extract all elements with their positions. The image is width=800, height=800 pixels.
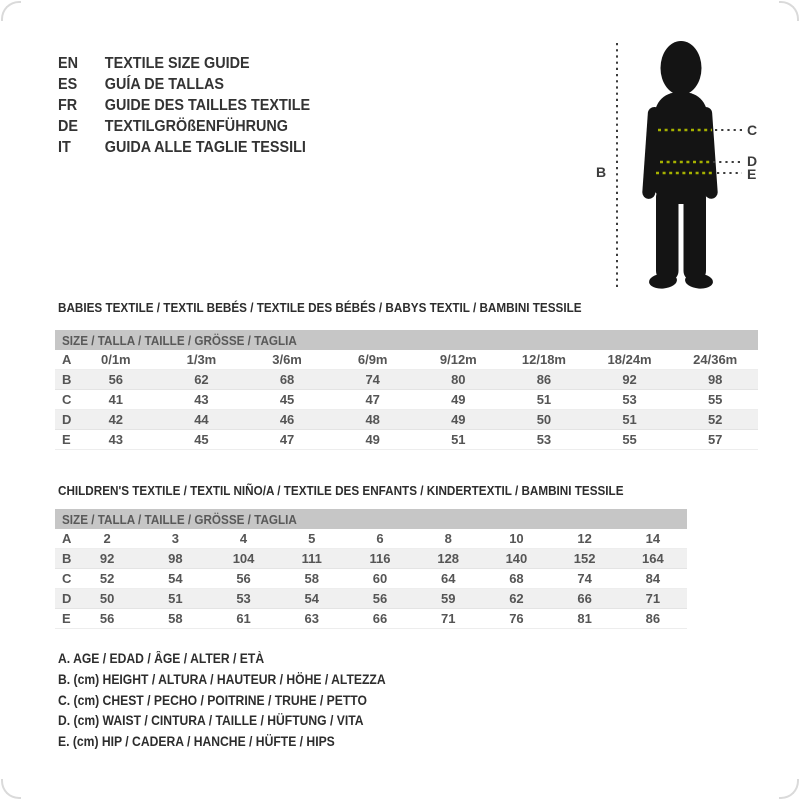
size-value-cell: 51 bbox=[622, 412, 637, 427]
table-row bbox=[55, 350, 758, 370]
page-corner-top-left bbox=[1, 1, 21, 21]
size-value-cell: 55 bbox=[622, 432, 637, 447]
size-value-cell: 53 bbox=[536, 432, 552, 447]
table-row bbox=[55, 390, 758, 410]
size-value-cell: 6/9m bbox=[357, 352, 388, 367]
row-label-cell: A bbox=[62, 352, 72, 367]
table-row bbox=[55, 410, 758, 430]
language-row bbox=[58, 95, 310, 116]
size-value-cell: 50 bbox=[536, 412, 552, 427]
size-value-cell: 54 bbox=[304, 591, 319, 606]
language-code: DE bbox=[58, 118, 79, 135]
figure-svg bbox=[590, 35, 770, 295]
size-value-cell: 71 bbox=[440, 611, 456, 626]
legend-item: E. (cm) HIP / CADERA / HANCHE / HÜFTE / HIPS bbox=[58, 734, 335, 750]
table-row bbox=[55, 549, 687, 569]
size-value-cell: 47 bbox=[365, 392, 380, 407]
row-label-cell: D bbox=[62, 412, 72, 427]
size-value-cell: 60 bbox=[372, 571, 388, 586]
legend-item: B. (cm) HEIGHT / ALTURA / HAUTEUR / HÖHE / ALTEZZA bbox=[58, 671, 386, 687]
language-label: GUIDA ALLE TAGLIE TESSILI bbox=[104, 139, 306, 156]
size-value-cell: 48 bbox=[365, 412, 380, 427]
figure-label-c: C bbox=[747, 122, 758, 138]
size-value-cell: 3 bbox=[171, 531, 179, 546]
language-row bbox=[58, 53, 310, 74]
size-value-cell: 5 bbox=[308, 531, 316, 546]
size-value-cell: 64 bbox=[440, 571, 456, 586]
size-value-cell: 47 bbox=[279, 432, 295, 447]
size-value-cell: 9/12m bbox=[439, 352, 477, 367]
row-label-cell: E bbox=[62, 611, 71, 626]
size-value-cell: 18/24m bbox=[607, 352, 652, 367]
size-value-cell: 81 bbox=[577, 611, 592, 626]
row-label-cell: B bbox=[62, 551, 72, 566]
size-value-cell: 51 bbox=[451, 432, 466, 447]
language-code: FR bbox=[58, 97, 78, 114]
size-value-cell: 104 bbox=[232, 551, 255, 566]
size-value-cell: 56 bbox=[236, 571, 251, 586]
legend-item: C. (cm) CHEST / PECHO / POITRINE / TRUHE / PETTO bbox=[58, 692, 367, 708]
size-value-cell: 12 bbox=[577, 531, 592, 546]
size-value-cell: 111 bbox=[301, 551, 322, 566]
size-value-cell: 116 bbox=[369, 551, 391, 566]
size-value-cell: 86 bbox=[645, 611, 661, 626]
size-value-cell: 76 bbox=[509, 611, 524, 626]
size-value-cell: 56 bbox=[99, 611, 115, 626]
language-code: IT bbox=[58, 139, 71, 156]
size-value-cell: 55 bbox=[707, 392, 723, 407]
size-value-cell: 43 bbox=[108, 432, 124, 447]
size-value-cell: 164 bbox=[642, 551, 664, 566]
size-value-cell: 45 bbox=[194, 432, 209, 447]
table-row bbox=[55, 430, 758, 450]
legend-item: D. (cm) WAIST / CINTURA / TAILLE / HÜFTUNG / VITA bbox=[58, 713, 364, 729]
size-value-cell: 52 bbox=[99, 571, 115, 586]
page-corner-bottom-left bbox=[1, 779, 21, 799]
size-value-cell: 8 bbox=[444, 531, 452, 546]
size-value-cell: 86 bbox=[536, 372, 552, 387]
size-value-cell: 68 bbox=[279, 372, 295, 387]
size-value-cell: 80 bbox=[451, 372, 466, 387]
figure-label-e: E bbox=[747, 166, 757, 182]
language-list bbox=[58, 53, 310, 158]
size-value-cell: 92 bbox=[622, 372, 637, 387]
language-row bbox=[58, 137, 310, 158]
size-value-cell: 57 bbox=[707, 432, 723, 447]
size-value-cell: 63 bbox=[304, 611, 319, 626]
language-label: GUIDE DES TAILLES TEXTILE bbox=[104, 97, 311, 114]
table-row bbox=[55, 609, 687, 629]
size-value-cell: 128 bbox=[437, 551, 460, 566]
size-value-cell: 0/1m bbox=[100, 352, 131, 367]
size-value-cell: 58 bbox=[168, 611, 183, 626]
size-value-cell: 71 bbox=[645, 591, 661, 606]
size-header-label: SIZE / TALLA / TAILLE / GRÖSSE / TAGLIA bbox=[62, 332, 297, 348]
children-size-table bbox=[55, 509, 687, 629]
size-value-cell: 59 bbox=[440, 591, 456, 606]
table-row bbox=[55, 569, 687, 589]
table-row bbox=[55, 370, 758, 390]
size-value-cell: 62 bbox=[509, 591, 524, 606]
size-value-cell: 51 bbox=[168, 591, 183, 606]
language-label: TEXTILE SIZE GUIDE bbox=[104, 55, 250, 72]
row-label-cell: C bbox=[62, 571, 72, 586]
size-value-cell: 2 bbox=[103, 531, 111, 546]
size-value-cell: 42 bbox=[108, 412, 124, 427]
size-value-cell: 140 bbox=[505, 551, 528, 566]
row-label-cell: C bbox=[62, 392, 72, 407]
size-value-cell: 45 bbox=[279, 392, 295, 407]
size-value-cell: 68 bbox=[509, 571, 524, 586]
size-value-cell: 53 bbox=[622, 392, 637, 407]
size-value-cell: 66 bbox=[372, 611, 388, 626]
size-value-cell: 44 bbox=[194, 412, 209, 427]
table-row bbox=[55, 589, 687, 609]
language-row bbox=[58, 74, 310, 95]
size-value-cell: 41 bbox=[108, 392, 124, 407]
child-silhouette bbox=[642, 41, 718, 290]
size-value-cell: 54 bbox=[168, 571, 183, 586]
language-code: EN bbox=[58, 55, 79, 72]
language-label: GUÍA DE TALLAS bbox=[104, 76, 224, 93]
size-header-bar bbox=[55, 509, 687, 529]
table-row bbox=[55, 529, 687, 549]
size-value-cell: 152 bbox=[573, 551, 596, 566]
page-corner-top-right bbox=[779, 1, 799, 21]
size-value-cell: 61 bbox=[236, 611, 251, 626]
row-label-cell: A bbox=[62, 531, 72, 546]
child-silhouette-figure bbox=[590, 35, 770, 295]
size-value-cell: 62 bbox=[194, 372, 209, 387]
figure-label-d: D bbox=[747, 153, 758, 169]
language-code: ES bbox=[58, 76, 78, 93]
measurement-legend bbox=[58, 649, 386, 753]
size-value-cell: 10 bbox=[509, 531, 524, 546]
size-value-cell: 49 bbox=[451, 392, 466, 407]
legend-item: A. AGE / EDAD / ÂGE / ALTER / ETÀ bbox=[58, 651, 265, 666]
size-value-cell: 3/6m bbox=[272, 352, 302, 367]
size-value-cell: 74 bbox=[365, 372, 380, 387]
size-header-label: SIZE / TALLA / TAILLE / GRÖSSE / TAGLIA bbox=[62, 511, 297, 527]
size-value-cell: 46 bbox=[279, 412, 295, 427]
size-value-cell: 51 bbox=[536, 392, 552, 407]
children-section-title: CHILDREN'S TEXTILE / TEXTIL NIÑO/A / TEXTILE DES ENFANTS / KINDERTEXTIL / BAMBINI TESSILE bbox=[58, 483, 624, 498]
size-value-cell: 4 bbox=[239, 531, 248, 546]
size-value-cell: 6 bbox=[376, 531, 384, 546]
size-value-cell: 58 bbox=[304, 571, 319, 586]
size-value-cell: 50 bbox=[99, 591, 115, 606]
size-value-cell: 43 bbox=[194, 392, 209, 407]
babies-size-table bbox=[55, 330, 758, 450]
size-value-cell: 66 bbox=[577, 591, 592, 606]
size-value-cell: 49 bbox=[365, 432, 380, 447]
size-value-cell: 74 bbox=[577, 571, 592, 586]
page-corner-bottom-right bbox=[779, 779, 799, 799]
figure-label-b: B bbox=[596, 164, 607, 180]
row-label-cell: D bbox=[62, 591, 72, 606]
size-value-cell: 84 bbox=[645, 571, 661, 586]
size-value-cell: 14 bbox=[645, 531, 661, 546]
language-label: TEXTILGRÖßENFÜHRUNG bbox=[104, 118, 288, 135]
language-row bbox=[58, 116, 310, 137]
size-value-cell: 53 bbox=[236, 591, 251, 606]
row-label-cell: B bbox=[62, 372, 72, 387]
size-value-cell: 12/18m bbox=[521, 352, 566, 367]
size-value-cell: 24/36m bbox=[693, 352, 738, 367]
size-value-cell: 56 bbox=[108, 372, 124, 387]
size-value-cell: 52 bbox=[707, 412, 723, 427]
size-value-cell: 1/3m bbox=[186, 352, 217, 367]
size-value-cell: 98 bbox=[168, 551, 183, 566]
size-value-cell: 98 bbox=[707, 372, 723, 387]
babies-section-title: BABIES TEXTILE / TEXTIL BEBÉS / TEXTILE DES BÉBÉS / BABYS TEXTIL / BAMBINI TESSILE bbox=[58, 300, 582, 315]
row-label-cell: E bbox=[62, 432, 71, 447]
size-value-cell: 56 bbox=[372, 591, 388, 606]
size-header-bar bbox=[55, 330, 758, 350]
size-value-cell: 49 bbox=[451, 412, 466, 427]
size-value-cell: 92 bbox=[99, 551, 115, 566]
